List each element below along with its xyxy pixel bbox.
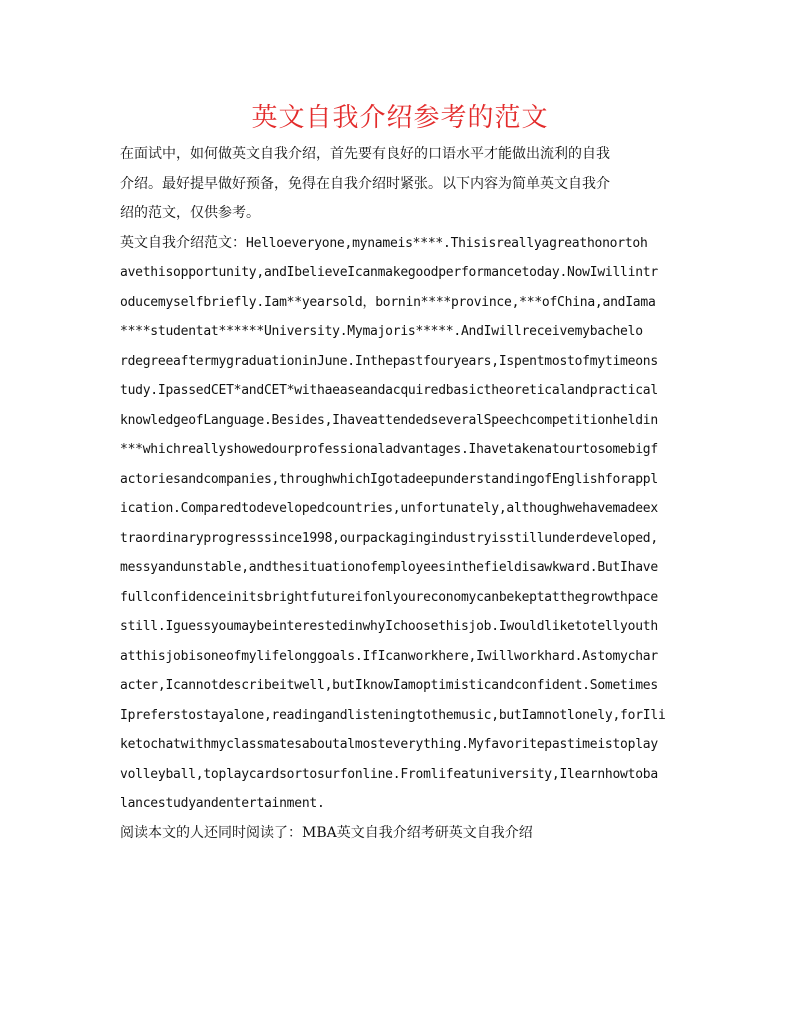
sample-line-2: avethisopportunity,andIbelieveIcanmakegoodperformancetoday.NowIwillintr bbox=[120, 265, 658, 280]
sample-line-12: messyandunstable,andthesituationofemployeesinthefieldisawkward.ButIhave bbox=[120, 560, 658, 575]
intro-line-1: 在面试中，如何做英文自我介绍，首先要有良好的口语水平才能做出流利的自我 bbox=[120, 146, 610, 162]
sample-line-1 bbox=[120, 229, 678, 259]
sample-line-20: lancestudyandentertainment. bbox=[120, 796, 325, 811]
sample-line-6: tudy.IpassedCET*andCET*withaeaseandacquiredbasictheoreticalandpractical bbox=[120, 383, 658, 398]
sample-line-10: ication.Comparedtodevelopedcountries,unfortunately,althoughwehavemadeex bbox=[120, 501, 658, 516]
intro-line-3: 绍的范文，仅供参考。 bbox=[120, 205, 260, 221]
sample-line-9: actoriesandcompanies,throughwhichIgotadeepunderstandingofEnglishforappl bbox=[120, 471, 658, 487]
sample-line-11: traordinaryprogresssince1998,ourpackagingindustryisstillunderdeveloped, bbox=[120, 530, 658, 546]
sample-line-4: ****studentat******University.Mymajoris*****.AndIwillreceivemybachelo bbox=[120, 324, 643, 339]
sample-line-5: rdegreeaftermygraduationinJune.Inthepastfouryears,Ispentmostofmytimeons bbox=[120, 353, 658, 369]
sample-line-15: atthisjobisoneofmylifelonggoals.IfIcanworkhere,Iwillworkhard.Astomychar bbox=[120, 648, 658, 664]
intro-line-2: 介绍。最好提早做好预备，免得在自我介绍时紧张。以下内容为简单英文自我介 bbox=[120, 175, 610, 192]
sample-line-17: Ipreferstostayalone,readingandlisteningtothemusic,butIamnotlonely,forIli bbox=[120, 707, 666, 723]
sample-line-19: volleyball,toplaycardsortosurfonline.Fromlifeatuniversity,Ilearnhowtoba bbox=[120, 766, 658, 782]
document-body bbox=[120, 140, 678, 848]
related-reading-paragraph bbox=[120, 819, 678, 849]
sample-text-1: Helloeveryone,mynameis****.Thisisreallyagreathonortoh bbox=[246, 235, 648, 251]
sample-line-13: fullconfidenceinitsbrightfutureifonlyoureconomycanbekeptatthegrowthpace bbox=[120, 589, 658, 605]
sample-line-14: still.IguessyoumaybeinterestedinwhyIchoosethisjob.Iwouldliketotellyouth bbox=[120, 619, 658, 634]
sample-label: 英文自我介绍范文： bbox=[120, 234, 246, 251]
sample-paragraph bbox=[120, 229, 678, 819]
intro-paragraph bbox=[120, 140, 678, 229]
sample-line-8: ***whichreallyshowedourprofessionaladvantages.Ihavetakenatourtosomebigf bbox=[120, 442, 658, 457]
sample-line-18: ketochatwithmyclassmatesaboutalmosteverything.Myfavoritepastimeistoplay bbox=[120, 737, 658, 752]
document-title: 英文自我介绍参考的范文 bbox=[251, 103, 549, 133]
related-reading-line: 阅读本文的人还同时阅读了：MBA英文自我介绍考研英文自我介绍 bbox=[120, 824, 533, 841]
sample-line-16: acter,Icannotdescribeitwell,butIknowIamoptimisticandconfident.Sometimes bbox=[120, 678, 658, 693]
sample-line-3: oducemyselfbriefly.Iam**yearsold，bornin****province,***ofChina,andIama bbox=[120, 294, 656, 310]
sample-line-7: knowledgeofLanguage.Besides,IhaveattendedseveralSpeechcompetitionheldin bbox=[120, 412, 658, 428]
